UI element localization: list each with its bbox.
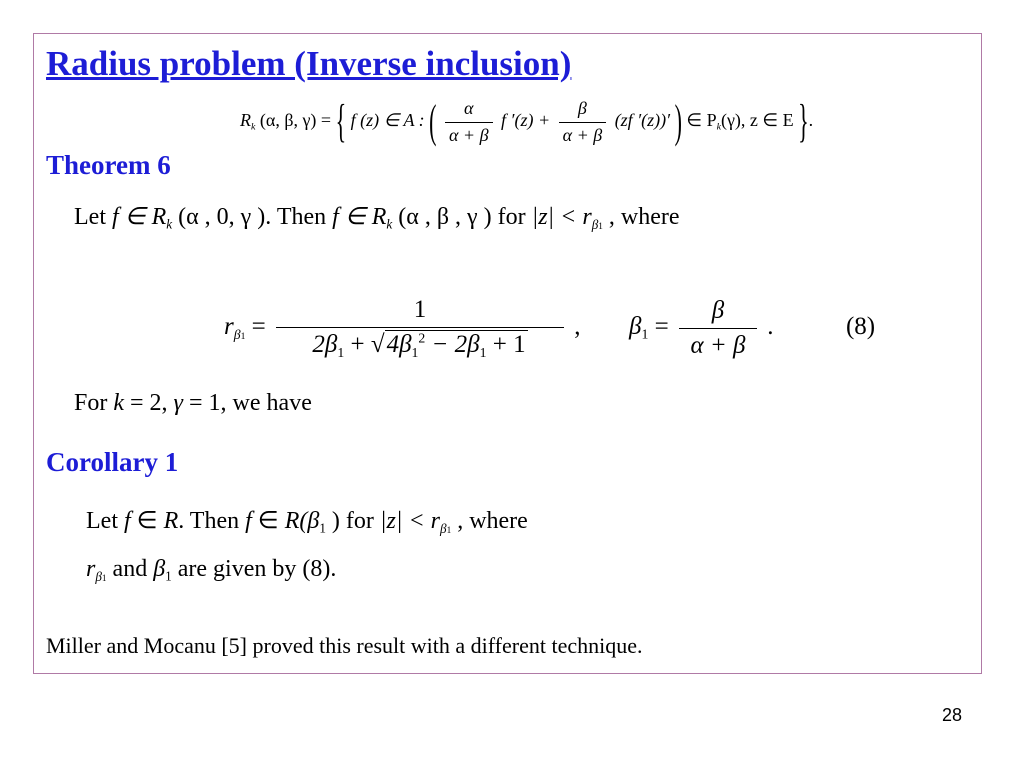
theorem-where: , where	[602, 204, 680, 230]
def-frac-1-den: α + β	[448, 124, 489, 145]
theorem-zcond-text: |z| < r	[531, 204, 592, 230]
theorem-args1: (α , 0, γ ). Then	[172, 204, 333, 230]
corollary-arg-open: (β	[299, 508, 320, 534]
eq8-equals-2: =	[654, 312, 675, 340]
eq8-den-a-sub: 1	[337, 344, 345, 360]
special-case-k-value: = 2,	[124, 390, 174, 416]
corollary-given-by: are given by (8).	[171, 556, 337, 582]
special-case-rest: = 1, we have	[183, 390, 312, 416]
theorem-let: Let	[74, 204, 106, 230]
eq8-sqrt-b: − 2β	[425, 331, 480, 358]
eq8-beta-fraction	[679, 296, 757, 361]
theorem-heading: Theorem 6	[46, 150, 171, 180]
eq8-main-fraction	[276, 295, 564, 361]
eq8-den-b: +	[344, 331, 371, 358]
corollary-beta-sub: 1	[165, 568, 172, 584]
def-paren-close: )	[674, 94, 682, 148]
eq8-period: .	[760, 312, 774, 340]
def-frac-2	[559, 98, 607, 146]
def-term-1: f ′(z) +	[501, 110, 551, 131]
eq8-lhs-sub2: 1	[240, 330, 246, 342]
slide-title: Radius problem (Inverse inclusion)	[46, 44, 572, 83]
eq8-sqrt-a: 4β	[386, 331, 412, 358]
corollary-in1: ∈	[130, 508, 164, 534]
eq8-sqrt-b-sub: 1	[479, 344, 487, 360]
corollary-r-sub2: 1	[101, 572, 107, 583]
def-frac-1	[445, 98, 493, 146]
corollary-line-1	[86, 506, 528, 537]
eq8-beta: β	[629, 312, 642, 340]
corollary-for: for	[339, 508, 380, 534]
theorem-zcond-sub2: 1	[598, 220, 603, 231]
page-number: 28	[941, 705, 962, 725]
eq8-beta-den: α + β	[690, 331, 746, 359]
def-frac-2-den: α + β	[562, 124, 603, 145]
special-case-line	[74, 390, 312, 417]
def-rhs-args: (γ), z ∈ E	[720, 110, 794, 131]
corollary-f: f	[123, 508, 131, 534]
corollary-and: and	[106, 556, 154, 582]
eq8-sqrt-body	[385, 330, 528, 358]
def-set-close: }	[798, 94, 809, 148]
eq8-sqrt-a-sub: 1	[411, 344, 419, 360]
eq8-equals: =	[251, 312, 273, 340]
theorem-statement	[74, 202, 680, 233]
eq8-numerator: 1	[276, 295, 564, 328]
corollary-line-2	[86, 556, 336, 585]
corollary-zcond-sub: β	[439, 520, 447, 536]
corollary-let: Let	[86, 508, 124, 534]
def-lhs-sub: k	[251, 121, 256, 133]
corollary-R: R	[163, 508, 179, 534]
theorem-zcond-sub: β	[591, 216, 599, 232]
special-case-gamma: γ	[173, 390, 184, 416]
def-period: .	[808, 110, 814, 131]
corollary-r-sub: β	[95, 568, 102, 584]
corollary-heading: Corollary 1	[46, 447, 179, 477]
corollary-f2: f	[245, 508, 252, 534]
eq8-comma: ,	[574, 312, 581, 340]
def-paren-open: (	[429, 94, 437, 148]
theorem-f: f	[111, 204, 119, 230]
def-member: f (z) ∈ A :	[350, 110, 425, 131]
def-term-2: (zf ′(z))′	[614, 110, 671, 131]
eq8-denominator	[276, 328, 564, 361]
special-case-k: k	[113, 390, 124, 416]
corollary-R2: R	[284, 508, 300, 534]
theorem-in1	[119, 204, 172, 230]
def-rhs-sub: k	[716, 121, 721, 133]
special-case-for: For	[74, 390, 114, 416]
eq8-sqrt-c: + 1	[486, 331, 526, 358]
corollary-zcond-sub2: 1	[446, 524, 452, 535]
eq8-lhs-sub: β	[233, 326, 241, 342]
definition-formula	[240, 94, 814, 148]
eq8-beta-num: β	[711, 296, 725, 324]
theorem-f2: f	[332, 204, 339, 230]
def-lhs-args: (α, β, γ) =	[259, 110, 332, 131]
def-rhs-symbol: ∈ P	[686, 110, 717, 131]
def-frac-1-num: α	[464, 98, 474, 118]
def-rhs	[686, 110, 794, 133]
corollary-arg-sub: 1	[319, 520, 326, 536]
corollary-where: , where	[451, 508, 528, 534]
eq8-lhs: r	[224, 312, 234, 340]
corollary-then: . Then	[178, 508, 246, 534]
eq8-sqrt-a-sup: 2	[418, 330, 426, 346]
corollary-zcond	[380, 508, 451, 534]
theorem-in2	[339, 204, 392, 230]
footer-text: Miller and Mocanu [5] proved this result with a different technique.	[46, 633, 643, 658]
def-frac-2-num: β	[577, 98, 587, 118]
theorem-in2-sub: k	[386, 216, 393, 232]
def-lhs: R	[240, 110, 251, 131]
corollary-r: r	[86, 556, 96, 582]
theorem-in1-text: ∈ R	[118, 204, 167, 230]
eq8-den-a: 2β	[312, 331, 338, 358]
corollary-in2: ∈	[251, 508, 285, 534]
eq8-tag: (8)	[845, 312, 876, 340]
def-set-open: {	[335, 94, 347, 148]
corollary-arg-close: )	[325, 508, 340, 534]
equation-8	[224, 295, 875, 361]
theorem-args2: (α , β , γ )	[392, 204, 492, 230]
theorem-zcond	[532, 204, 603, 230]
theorem-in2-text: ∈ R	[338, 204, 387, 230]
theorem-in1-sub: k	[166, 216, 173, 232]
theorem-for: for	[491, 204, 532, 230]
corollary-beta: β	[153, 556, 166, 582]
corollary-zcond-text: |z| < r	[379, 508, 440, 534]
eq8-beta-sub: 1	[641, 326, 649, 342]
eq8-sqrt-sign: √	[370, 331, 385, 358]
